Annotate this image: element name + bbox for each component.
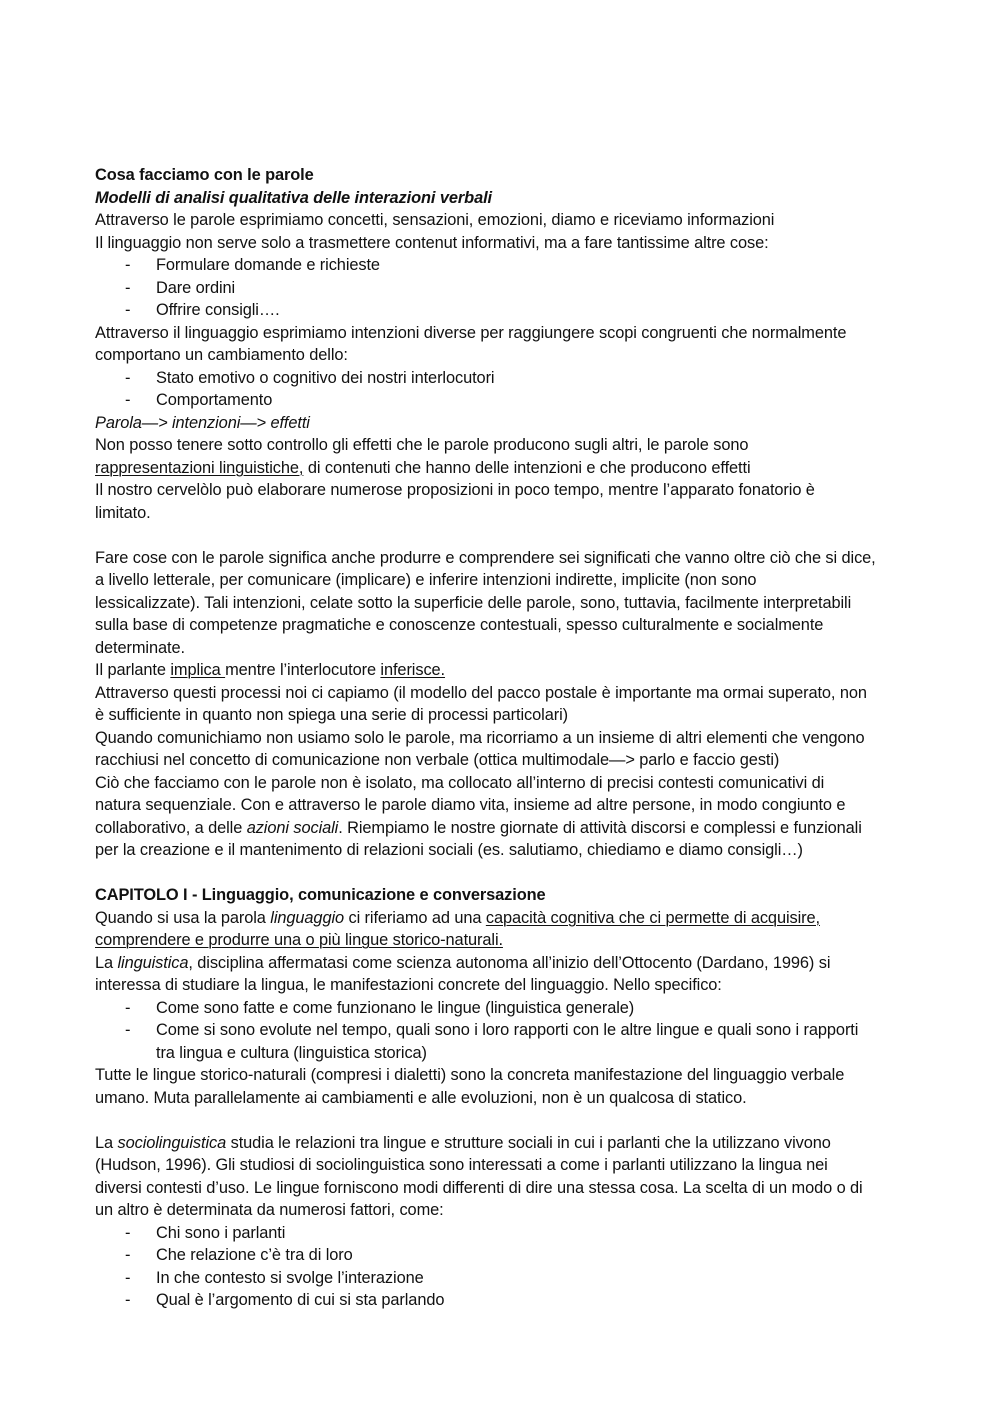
list-item: - Qual è l’argomento di cui si sta parlando — [95, 1289, 915, 1312]
paragraph-line: natura sequenziale. Con e attraverso le parole diamo vita, insieme ad altre persone, in modo congiunto e — [95, 796, 846, 814]
paragraph-line: per la creazione e il mantenimento di relazioni sociali (es. salutiamo, chiediamo e diamo consigli…) — [95, 841, 803, 859]
list-item: - Formulare domande e richieste — [95, 254, 915, 277]
list-item: - Offrire consigli…. — [95, 299, 915, 322]
paragraph-line: Non posso tenere sotto controllo gli effetti che le parole producono sugli altri, le parole sono — [95, 436, 749, 454]
bullet-dash: - — [125, 1291, 131, 1309]
bullet-dash: - — [125, 998, 131, 1017]
list-item: - Come sono fatte e come funzionano le lingue (linguistica generale) — [95, 997, 915, 1020]
italic-term: azioni sociali — [246, 818, 339, 837]
paragraph-line: determinate. — [95, 638, 185, 657]
underlined-text: comprendere e produrre una o più lingue storico-naturali. — [95, 931, 503, 949]
list-item: - Dare ordini — [95, 277, 915, 300]
paragraph-line: rappresentazioni linguistiche, di contenuti che hanno delle intenzioni e che producono effetti — [95, 458, 751, 477]
list-item: - Chi sono i parlanti — [95, 1222, 915, 1245]
paragraph-line: Il parlante implica mentre l’interlocutore inferisce. — [95, 661, 446, 679]
paragraph: Attraverso le parole esprimiamo concetti, sensazioni, emozioni, diamo e riceviamo informazioni — [95, 211, 775, 229]
bullet-dash: - — [125, 301, 131, 319]
paragraph-line: La sociolinguistica studia le relazioni tra lingue e strutture sociali in cui i parlanti che la utilizzano vivono — [95, 1133, 831, 1152]
bullet-dash: - — [125, 1021, 131, 1039]
paragraph-line: Tutte le lingue storico-naturali (compresi i dialetti) sono la concreta manifestazione del linguaggio verbale — [95, 1066, 845, 1084]
document-body — [95, 164, 915, 1312]
document-subtitle: Modelli di analisi qualitativa delle interazioni verbali — [95, 188, 492, 207]
paragraph-line: comportano un cambiamento dello: — [95, 346, 348, 364]
list-item: - Comportamento — [95, 389, 915, 412]
list-item-continuation: tra lingua e cultura (linguistica storica) — [156, 1043, 427, 1062]
paragraph-line: un altro è determinata da numerosi fattori, come: — [95, 1201, 444, 1219]
underlined-text: capacità cognitiva che ci permette di acquisire, — [485, 908, 820, 927]
paragraph-line: diversi contesti d’uso. Le lingue forniscono modi differenti di dire una stessa cosa. La scelta di un modo o di — [95, 1178, 863, 1197]
list-item: - In che contesto si svolge l’interazione — [95, 1267, 915, 1290]
paragraph-line: La linguistica, disciplina affermatasi come scienza autonoma all’inizio dell’Ottocento (Dardano, 1996) si — [95, 953, 831, 972]
italic-term: linguaggio — [270, 908, 345, 927]
paragraph-line: umano. Muta parallelamente ai cambiamenti e alle evoluzioni, non è un qualcosa di statico. — [95, 1088, 747, 1107]
list-item: - Stato emotivo o cognitivo dei nostri interlocutori — [95, 367, 915, 390]
bullet-dash: - — [125, 256, 131, 274]
paragraph-line — [95, 929, 915, 952]
chapter-title: CAPITOLO I - Linguaggio, comunicazione e conversazione — [95, 886, 546, 904]
italic-term: linguistica — [117, 953, 189, 972]
bullet-dash: - — [125, 278, 131, 297]
bullet-dash: - — [125, 1223, 131, 1242]
paragraph-line: Attraverso questi processi noi ci capiamo (il modello del pacco postale è importante ma ormai superato, non — [95, 683, 867, 702]
paragraph-line: Ciò che facciamo con le parole non è isolato, ma collocato all’interno di precisi contesti comunicativi di — [95, 773, 825, 792]
paragraph-line: collaborativo, a delle azioni sociali. Riempiamo le nostre giornate di attività discorsi e complessi e funzionali — [95, 818, 862, 837]
document-title: Cosa facciamo con le parole — [95, 166, 314, 184]
bullet-dash: - — [125, 1268, 131, 1287]
paragraph-line: limitato. — [95, 503, 151, 522]
paragraph-line: è sufficiente in quanto non spiega una serie di processi particolari) — [95, 706, 568, 724]
paragraph-line: Quando si usa la parola linguaggio ci riferiamo ad una capacità cognitiva che ci permette di acquisire, — [95, 908, 820, 927]
paragraph-line: interessa di studiare la lingua, le manifestazioni concrete del linguaggio. Nello specifico: — [95, 976, 722, 994]
underlined-text: rappresentazioni linguistiche, — [95, 458, 304, 477]
paragraph-line: Attraverso il linguaggio esprimiamo intenzioni diverse per raggiungere scopi congruenti che normalmente — [95, 323, 847, 342]
paragraph-line: Fare cose con le parole significa anche produrre e comprendere sei significati che vanno oltre ciò che si dice, — [95, 548, 876, 567]
paragraph-line: lessicalizzate). Tali intenzioni, celate sotto la superficie delle parole, sono, tuttavia, facilmente interpretabili — [95, 593, 852, 612]
bullet-dash: - — [125, 391, 131, 409]
paragraph: Il linguaggio non serve solo a trasmettere contenut informativi, ma a fare tantissime altre cose: — [95, 233, 769, 252]
paragraph-line: (Hudson, 1996). Gli studiosi di sociolinguistica sono interessati a come i parlanti utilizzano la lingua nei — [95, 1156, 828, 1174]
paragraph-line: racchiusi nel concetto di comunicazione non verbale (ottica multimodale—> parlo e faccio gesti) — [95, 751, 780, 769]
underlined-text: implica — [170, 661, 226, 679]
paragraph-line: sulla base di competenze pragmatiche e conoscenze contestuali, spesso culturalmente e socialmente — [95, 616, 824, 634]
list-item: - Che relazione c’è tra di loro — [95, 1244, 915, 1267]
paragraph-line: Il nostro cervelòlo può elaborare numerose proposizioni in poco tempo, mentre l’apparato fonatorio è — [95, 481, 815, 499]
italic-term: sociolinguistica — [117, 1133, 227, 1152]
list-item: - Come si sono evolute nel tempo, quali sono i loro rapporti con le altre lingue e quali sono i rapporti — [95, 1019, 915, 1042]
underlined-text: inferisce. — [380, 661, 446, 679]
paragraph-line: a livello letterale, per comunicare (implicare) e inferire intenzioni indirette, implicite (non sono — [95, 571, 757, 589]
paragraph-line: Quando comunichiamo non usiamo solo le parole, ma ricorriamo a un insieme di altri elementi che vengono — [95, 728, 865, 747]
formula-line: Parola—> intenzioni—> effetti — [95, 413, 310, 432]
bullet-dash: - — [125, 368, 131, 387]
bullet-dash: - — [125, 1246, 131, 1264]
